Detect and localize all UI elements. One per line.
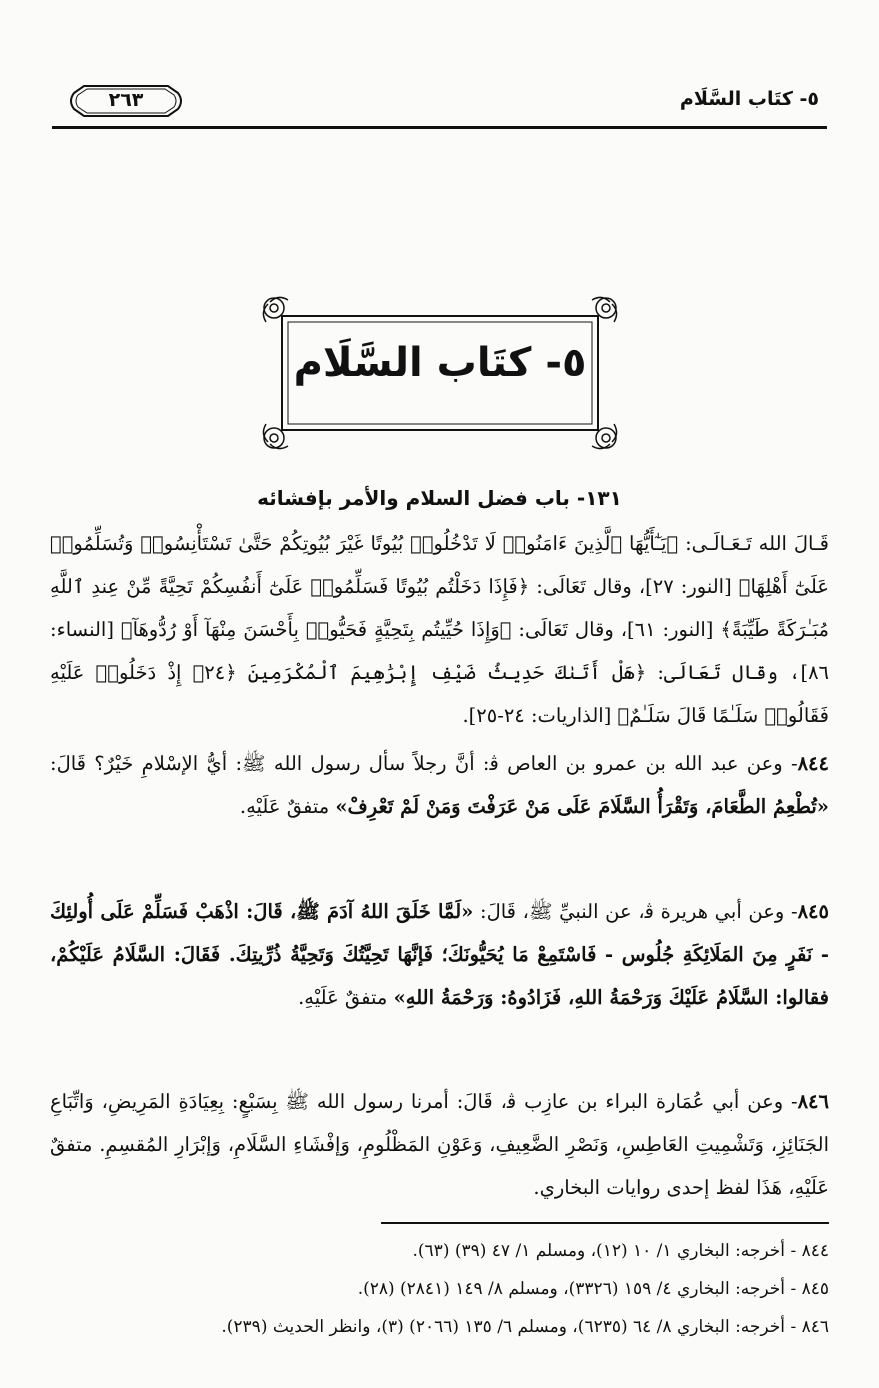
- footnote-divider: [381, 1222, 829, 1224]
- running-title: ٥- كتَاب السَّلَام: [679, 88, 819, 110]
- hadith-lead: - وعن عبد الله بن عمرو بن العاص ﭬ: أنَّ رجلاً سأل رسول الله ﷺ: أيُّ الإسْلامِ خَيْرٌ؟ قَالَ:: [50, 752, 798, 775]
- hadith-844: [50, 742, 829, 828]
- page-header: [52, 86, 827, 129]
- hadith-tail: متفقٌ عَلَيْهِ.: [298, 986, 394, 1009]
- hadith-quote: «تُطْعِمُ الطَّعَامَ، وَتَقْرَأُ السَّلَامَ عَلَى مَنْ عَرَفْتَ وَمَنْ لَمْ تَعْرِفْ»: [335, 795, 829, 818]
- footnote-845: ٨٤٥ - أخرجه: البخاري ٤/ ١٥٩ (٣٣٢٦)، ومسلم ٨/ ١٤٩ (٢٨٤١) (٢٨).: [357, 1279, 829, 1299]
- page-number: ٢٦٣: [108, 89, 144, 111]
- hadith-number: ٨٤٤: [797, 752, 829, 775]
- chapter-heading: ١٣١- باب فضل السلام والأمر بإفشائه: [257, 486, 622, 510]
- hadith-845: [50, 890, 829, 1019]
- title-frame: [258, 292, 622, 454]
- hadith-lead: - وعن أبي هريرة ﭬ، عن النبيِّ ﷺ، قَالَ:: [473, 900, 798, 923]
- book-title: ٥- كتَاب السَّلَام: [293, 340, 587, 386]
- hadith-number: ٨٤٥: [797, 900, 829, 923]
- hadith-number: ٨٤٦: [797, 1090, 829, 1113]
- hadith-846: [50, 1080, 829, 1209]
- footnote-846: ٨٤٦ - أخرجه: البخاري ٨/ ٦٤ (٦٢٣٥)، ومسلم ٦/ ١٣٥ (٢٠٦٦) (٣)، وانظر الحديث (٢٣٩).: [221, 1317, 829, 1337]
- footnotes: [50, 1232, 829, 1346]
- intro-paragraph: قَـالَ الله تَـعَـالَـى: ﴿يَـٰٓأَيُّهَا ٱلَّذِينَ ءَامَنُوا۟ لَا تَدْخُلُوا۟ بُيُوتًا غَيْرَ بُيُوتِكُمْ حَتَّىٰ تَسْتَأْنِسُوا۟ وَتُسَلِّمُوا۟ عَلَىٰٓ أَهْلِهَا﴾ [النور: ٢٧]، وقال تَعَالَى: ﴿فَإِذَا دَخَلْتُم بُيُوتًا فَسَلِّمُوا۟ عَلَىٰٓ أَنفُسِكُمْ تَحِيَّةً مِّنْ عِندِ ٱللَّهِ مُبَـٰرَكَةً طَيِّبَةً﴾ [النور: ٦١]، وقال تَعَالَى: ﴿وَإِذَا حُيِّيتُم بِتَحِيَّةٍ فَحَيُّوا۟ بِأَحْسَنَ مِنْهَآ أَوْ رُدُّوهَآ﴾ [النساء: ٨٦]، وقال تَعَالَى: ﴿هَلْ أَتَىٰكَ حَدِيثُ ضَيْفِ إِبْرَٰهِيمَ ٱلْمُكْرَمِينَ ﴿٢٤﴾ إِذْ دَخَلُوا۟ عَلَيْهِ فَقَالُوا۟ سَلَـٰمًا قَالَ سَلَـٰمٌ﴾ [الذاريات: ٢٤-٢٥].: [50, 532, 830, 727]
- footnote-844: ٨٤٤ - أخرجه: البخاري ١/ ١٠ (١٢)، ومسلم ١/ ٤٧ (٣٩) (٦٣).: [412, 1241, 829, 1261]
- hadith-tail: متفقٌ عَلَيْهِ.: [239, 795, 336, 818]
- hadith-lead: - وعن أبي عُمَارة البراء بن عازِب ﭬ، قَالَ: أمرنا رسول الله ﷺ بِسَبْعٍ: بِعِيَادَةِ المَرِيضِ، وَاتِّبَاعِ الجَنَائِزِ، وَتَشْمِيتِ العَاطِسِ، وَنَصْرِ الضَّعِيفِ، وَعَوْنِ المَظْلُومِ، وَإفْشَاءِ السَّلَامِ، وَإبْرَارِ المُقسِمِ. متفقٌ عَلَيْهِ، هَذَا لفظ إحدى روايات البخاري.: [50, 1090, 829, 1199]
- hadith-quote: «لَمَّا خَلَقَ اللهُ آدَمَ ﷺ، قَالَ: اذْهَبْ فَسَلِّمْ عَلَى أُولئِكَ - نَفَرٍ مِنَ المَلَائِكَةِ جُلُوس - فَاسْتَمِعْ مَا يُحَيُّونَكَ؛ فَإنَّهَا تَحِيَّتُكَ وَتَحِيَّةُ ذُرِّيتِكَ. فَقَالَ: السَّلَامُ عَلَيْكُمْ، فقالوا: السَّلَامُ عَلَيْكَ وَرَحْمَةُ اللهِ، فَزَادُوهُ: وَرَحْمَةُ اللهِ»: [50, 900, 829, 1009]
